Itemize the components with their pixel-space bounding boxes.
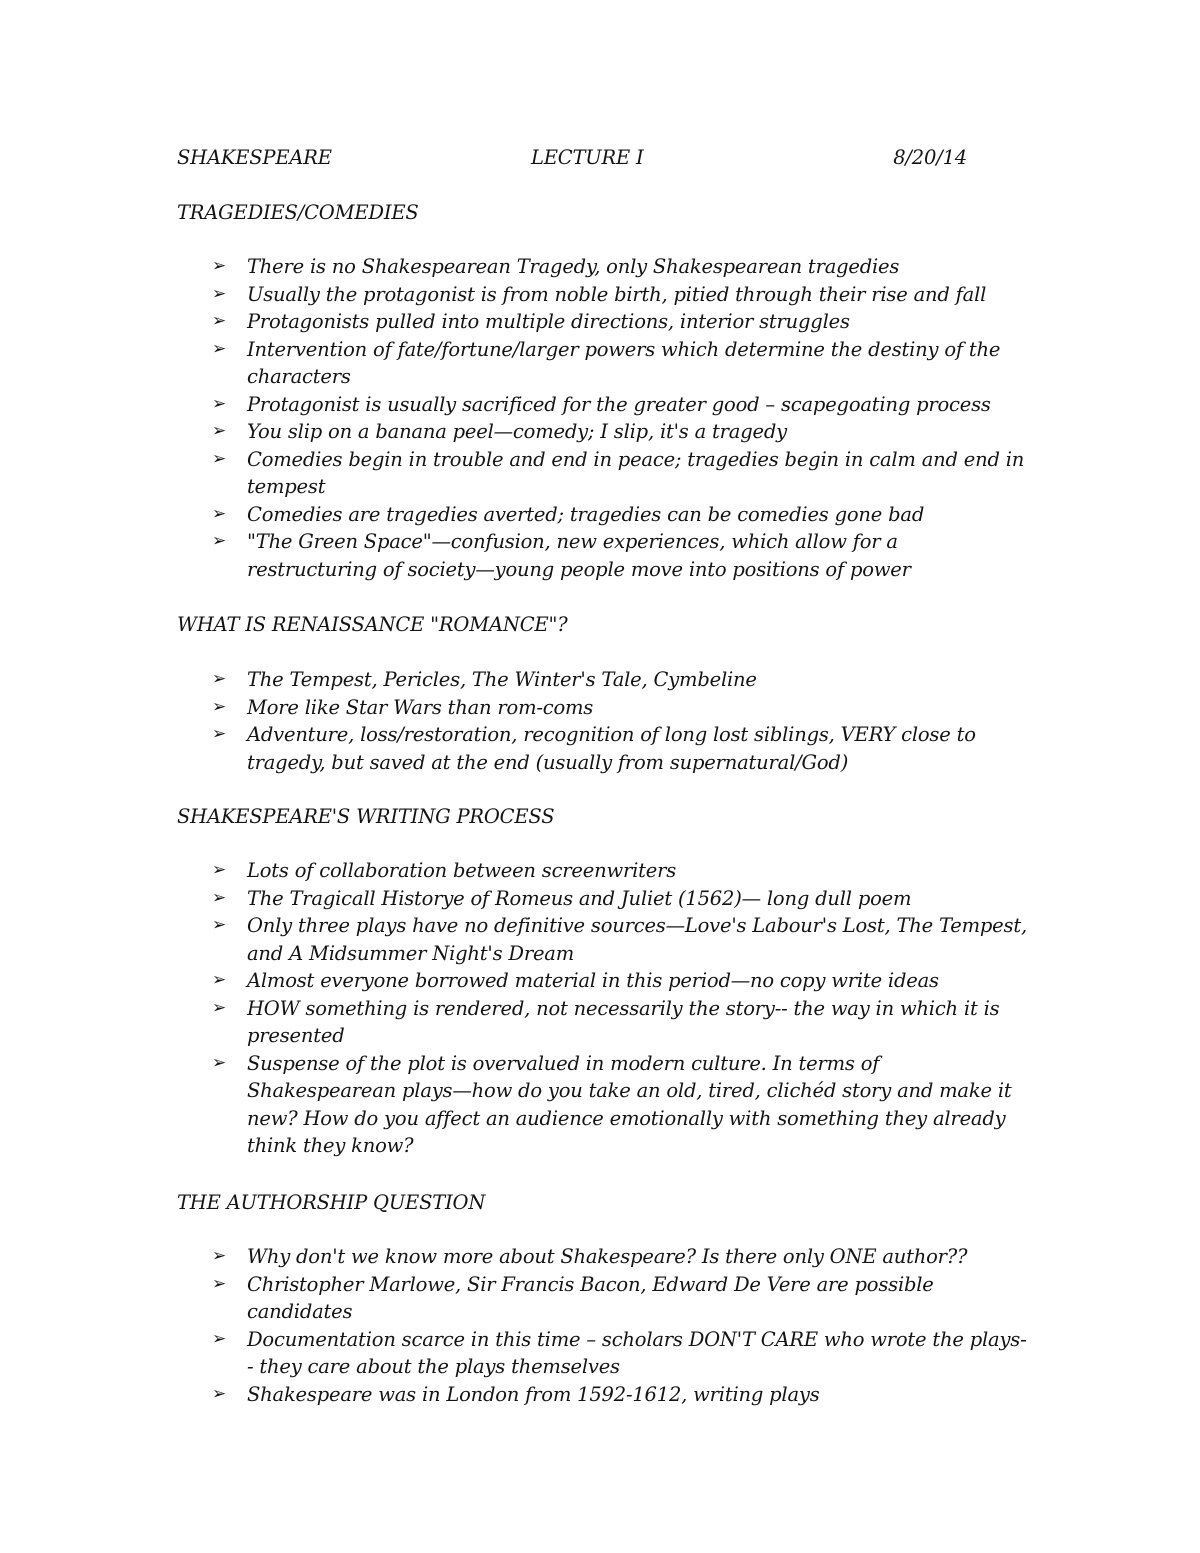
list-item: ➢ Intervention of fate/fortune/larger powers which determine the destiny of the characters (212, 337, 1001, 388)
arrowhead-bullet-icon: ➢ (212, 887, 227, 908)
arrowhead-bullet-icon: ➢ (212, 669, 227, 689)
section-heading: SHAKESPEARE'S WRITING PROCESS (177, 805, 555, 828)
list-item: ➢ More like Star Wars than rom-coms (212, 694, 1032, 722)
arrowhead-bullet-icon: ➢ (212, 531, 227, 551)
bullet-list (212, 857, 1032, 1160)
arrowhead-bullet-icon: ➢ (212, 338, 227, 359)
arrowhead-bullet-icon: ➢ (212, 970, 227, 990)
arrowhead-bullet-icon: ➢ (212, 1328, 227, 1349)
arrowhead-bullet-icon: ➢ (212, 311, 227, 331)
arrowhead-bullet-icon: ➢ (212, 915, 227, 935)
bullet-list (212, 666, 1032, 776)
bullet-list (212, 253, 1032, 583)
bullet-list (212, 1243, 1032, 1408)
page-header (177, 144, 977, 172)
list-item: ➢ Only three plays have no definitive sources—Love's Labour's Lost, The Tempest, and A Midsummer Night's Dream (212, 914, 1027, 965)
arrowhead-bullet-icon: ➢ (212, 1052, 227, 1073)
list-item: ➢ Suspense of the plot is overvalued in modern culture. In terms of Shakespearean plays—how do you take an old, tired, clichéd story and make it new? How do you affect an audience emotionally with something they already think they know? (212, 1051, 1012, 1157)
list-item: ➢ Almost everyone borrowed material in this period—no copy write ideas (212, 967, 1032, 995)
arrowhead-bullet-icon: ➢ (212, 283, 227, 304)
list-item: ➢ "The Green Space"—confusion, new experiences, which allow for a restructuring of society—young people move into positions of power (212, 530, 911, 581)
list-item: ➢ Usually the protagonist is from noble birth, pitied through their rise and fall (212, 281, 1032, 309)
arrowhead-bullet-icon: ➢ (212, 503, 227, 524)
arrowhead-bullet-icon: ➢ (212, 1273, 227, 1294)
list-item: ➢ The Tragicall Historye of Romeus and Juliet (1562)— long dull poem (212, 885, 1032, 913)
list-item: ➢ Lots of collaboration between screenwriters (212, 857, 1032, 885)
arrowhead-bullet-icon: ➢ (212, 997, 227, 1018)
arrowhead-bullet-icon: ➢ (212, 448, 227, 469)
list-item: ➢ You slip on a banana peel—comedy; I slip, it's a tragedy (212, 418, 1032, 446)
lecture-title: LECTURE I (531, 146, 644, 169)
arrowhead-bullet-icon: ➢ (212, 393, 227, 414)
list-item: ➢ The Tempest, Pericles, The Winter's Tale, Cymbeline (212, 666, 1032, 694)
arrowhead-bullet-icon: ➢ (212, 256, 227, 276)
arrowhead-bullet-icon: ➢ (212, 1383, 227, 1404)
list-item: ➢ Comedies begin in trouble and end in peace; tragedies begin in calm and end in tempest (212, 447, 1025, 498)
course-title: SHAKESPEARE (177, 146, 332, 169)
arrowhead-bullet-icon: ➢ (212, 724, 227, 744)
section-heading: THE AUTHORSHIP QUESTION (177, 1191, 486, 1214)
list-item: ➢ HOW something is rendered, not necessarily the story-- the way in which it is presented (212, 996, 1000, 1047)
arrowhead-bullet-icon: ➢ (212, 1246, 227, 1266)
list-item: ➢ Documentation scarce in this time – scholars DON'T CARE who wrote the plays-- they care about the plays themselves (212, 1327, 1027, 1378)
list-item: ➢ Protagonist is usually sacrificed for the greater good – scapegoating process (212, 391, 1032, 419)
section-heading: WHAT IS RENAISSANCE "ROMANCE"? (177, 613, 568, 636)
list-item: ➢ Why don't we know more about Shakespeare? Is there only ONE author?? (212, 1243, 1032, 1271)
list-item: ➢ Shakespeare was in London from 1592-1612, writing plays (212, 1381, 1032, 1409)
arrowhead-bullet-icon: ➢ (212, 421, 227, 441)
section-heading: TRAGEDIES/COMEDIES (177, 201, 419, 224)
list-item: ➢ Adventure, loss/restoration, recognition of long lost siblings, VERY close to tragedy, but saved at the end (usually from supernatural/God) (212, 723, 976, 774)
list-item: ➢ Comedies are tragedies averted; tragedies can be comedies gone bad (212, 501, 1032, 529)
lecture-date: 8/20/14 (893, 146, 967, 169)
list-item: ➢ Christopher Marlowe, Sir Francis Bacon, Edward De Vere are possible candidates (212, 1272, 934, 1323)
arrowhead-bullet-icon: ➢ (212, 860, 227, 880)
arrowhead-bullet-icon: ➢ (212, 696, 227, 717)
list-item: ➢ Protagonists pulled into multiple directions, interior struggles (212, 308, 1032, 336)
list-item: ➢ There is no Shakespearean Tragedy, only Shakespearean tragedies (212, 253, 1032, 281)
